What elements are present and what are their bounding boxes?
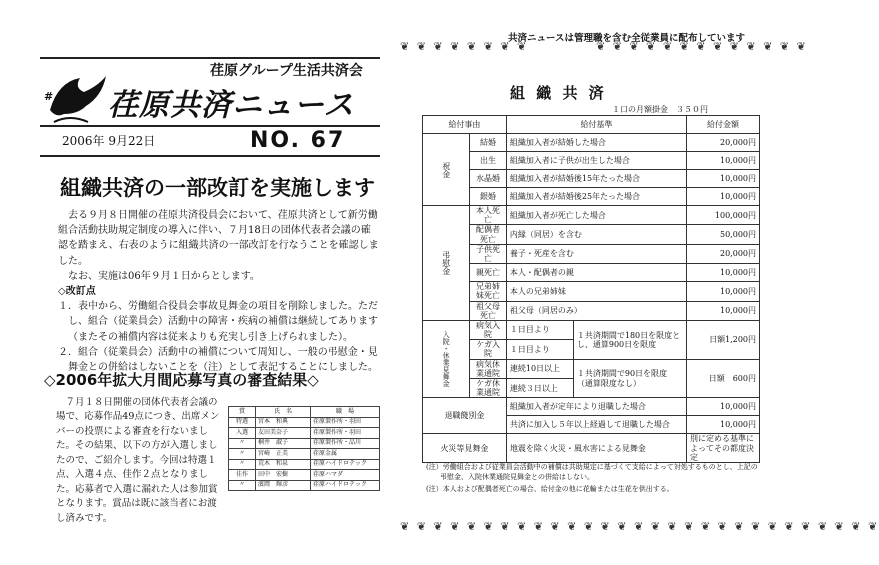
benefit-limit-note: １共済期間で180日を限度とし、通算900日を限度: [573, 320, 686, 359]
article1-body: [58, 208, 380, 375]
group-condolence: 弔慰金: [423, 206, 470, 321]
benefit-amount: 別に定める基準によってその都度決定: [687, 434, 760, 463]
issue-number: NO. 67: [250, 128, 346, 153]
leaf-border-bottom: ❦ ❦ ❦ ❦ ❦ ❦ ❦ ❦ ❦ ❦ ❦ ❦ ❦ ❦ ❦ ❦ ❦ ❦ ❦ ❦ ❦ ❦ ❦ ❦ ❦ ❦ ❦ ❦ ❦: [400, 520, 879, 533]
benefit-criteria: 組織加入者が結婚した場合: [506, 134, 686, 152]
benefit-amount: 10,000円: [687, 152, 760, 170]
benefit-amount: 50,000円: [687, 225, 760, 244]
benefit-reason: ケガ休業通院: [470, 379, 507, 398]
note-2: (注）本人および配偶者死亡の場合、給付金の他に花輪または生花を供出する。: [426, 485, 674, 494]
table-row: [423, 301, 760, 320]
benefit-start: １日目より: [506, 320, 573, 339]
winner-name: 田中 宏樹: [256, 470, 311, 481]
benefit-criteria: 組織加入者が結婚後15年たった場合: [506, 170, 686, 188]
award: 特選: [229, 417, 256, 428]
benefit-table: [422, 115, 760, 463]
benefit-reason: 本人死亡: [470, 206, 507, 225]
table-row: [229, 459, 380, 470]
benefit-amount: 日額 600円: [687, 359, 760, 398]
table-row: [423, 188, 760, 206]
benefit-reason: 祖父母死亡: [470, 301, 507, 320]
benefit-reason: 子供死亡: [470, 244, 507, 263]
table-row: [229, 470, 380, 481]
disaster-label: 火災等見舞金: [423, 434, 507, 463]
group-celebration: 祝金: [423, 134, 470, 206]
table-row: [423, 282, 760, 301]
header-reason: 給付事由: [423, 116, 507, 134]
benefit-amount: 10,000円: [687, 170, 760, 188]
org-name: 荏原グループ生活共済会: [210, 63, 363, 79]
benefit-criteria: 本人の兄弟姉妹: [506, 282, 686, 301]
article1-para2: なお、実施は06年９月１日からとします。: [68, 270, 260, 282]
table-notes: [426, 462, 760, 494]
header-criteria: 給付基準: [506, 116, 686, 134]
table-row: [229, 438, 380, 449]
benefit-reason: 水晶婚: [470, 170, 507, 188]
table-row: [423, 206, 760, 225]
workplace: 荏原ハマダ: [311, 470, 380, 481]
article1-para1: 去る９月８日開催の荏原共済役員会において、荏原共済として新労働組合活動扶助規定制度の導入に伴い、７月18日の団体代表者会議の確認を踏まえ、右表のように組織共済の一部改訂を行なうことを確認しました。: [58, 210, 379, 267]
award: 入選: [229, 428, 256, 439]
winner-name: 宮本 和典: [256, 417, 311, 428]
benefit-criteria: 組織加入者が定年により退職した場合: [506, 398, 686, 416]
benefit-amount: 10,000円: [687, 301, 760, 320]
benefit-reason: ケガ入院: [470, 340, 507, 359]
winner-name: 宮崎 正美: [256, 449, 311, 460]
section-title: 組 織 共 済: [510, 84, 607, 102]
issue-date: 2006年 9月22日: [62, 134, 156, 148]
benefit-reason: 兄弟姉妹死亡: [470, 282, 507, 301]
benefit-reason: 病気休業通院: [470, 359, 507, 378]
table-row: [423, 225, 760, 244]
workplace: 荏原ハイドロテック: [311, 480, 380, 491]
table-row: [423, 320, 760, 339]
benefit-reason: 親死亡: [470, 264, 507, 282]
benefit-start: 連続10日以上: [506, 359, 573, 378]
point-2: ２．組合（従業員会）活動中の補償について周知し、一般の弔慰金・見舞金との併給はしないことを（注）として表記することにしました。: [58, 346, 378, 373]
benefit-reason: 結婚: [470, 134, 507, 152]
winner-name: 友田美奈子: [256, 428, 311, 439]
masthead-rule: [40, 125, 380, 127]
point-1: １．表中から、労働組合役員会事故見舞金の項目を削除しました。ただし、組合（従業員会）活動中の障害・疾病の補償は継続してあります（またその補償内容は従来よりも充実し引き上げられました）。: [58, 301, 378, 343]
benefit-reason: 配偶者死亡: [470, 225, 507, 244]
workplace: 荏原製作所・品川: [311, 438, 380, 449]
benefit-amount: 20,000円: [687, 134, 760, 152]
table-row: [423, 264, 760, 282]
leaf-border-top-right: ❦ ❦ ❦ ❦ ❦ ❦ ❦ ❦ ❦ ❦ ❦ ❦ ❦: [596, 40, 808, 53]
distribution-notice: 共済ニュースは管理職を含む全従業員に配布しています: [508, 33, 746, 44]
masthead-top-rule: [40, 57, 380, 59]
table-row: [423, 152, 760, 170]
table-row: [423, 244, 760, 263]
award: 〃: [229, 449, 256, 460]
benefit-amount: 10,000円: [687, 264, 760, 282]
svg-text:#: #: [44, 90, 54, 103]
benefit-criteria: 共済に加入し５年以上経過して退職した場合: [506, 416, 686, 434]
award: 〃: [229, 480, 256, 491]
table-row: [423, 398, 760, 416]
masthead-bottom-rule: [40, 155, 380, 157]
group-hospital: 入院・休業見舞金: [423, 320, 470, 398]
article2-text: ７月１８日開催の団体代表者会議の場で、応募作品49点につき、出席メンバーの投票による審査を行ないました。その結果、以下の方が入選しましたので、ご紹介します。今回は特選１点、入選４点、佳作２点となりました。応募者で入選に漏れた人は参加賞となります。賞品は既に該当者にお渡し済みです。: [56, 397, 220, 524]
table-row: [423, 359, 760, 378]
monthly-fee: １口の月額掛金 ３５０円: [612, 105, 708, 114]
award: 〃: [229, 438, 256, 449]
workplace: 荏原製作所・羽田: [311, 417, 380, 428]
retirement-label: 退職餞別金: [423, 398, 507, 434]
article2-headline: ◇2006年拡大月間応募写真の審査結果◇: [44, 371, 319, 389]
winners-header-workplace: 職 場: [311, 407, 380, 418]
benefit-reason: 銀婚: [470, 188, 507, 206]
benefit-criteria: 組織加入者が死亡した場合: [506, 206, 686, 225]
workplace: 荏原金属: [311, 449, 380, 460]
workplace: 荏原ハイドロテック: [311, 459, 380, 470]
points-heading: ◇改訂点: [58, 285, 96, 297]
winners-header-award: 賞: [229, 407, 256, 418]
leaf-border-top-left: ❦ ❦ ❦ ❦ ❦ ❦ ❦ ❦: [400, 40, 529, 53]
benefit-start: １日目より: [506, 340, 573, 359]
benefit-amount: 10,000円: [687, 188, 760, 206]
benefit-amount: 20,000円: [687, 244, 760, 263]
article2-body: [56, 396, 224, 526]
benefit-reason: 病気入院: [470, 320, 507, 339]
benefit-amount: 10,000円: [687, 416, 760, 434]
benefit-criteria: 本人・配偶者の親: [506, 264, 686, 282]
winners-table: [228, 406, 380, 491]
header-amount: 給付金額: [687, 116, 760, 134]
benefit-criteria: 祖父母（同居のみ）: [506, 301, 686, 320]
benefit-start: 連続３日以上: [506, 379, 573, 398]
dove-logo: [40, 70, 110, 130]
award: 〃: [229, 459, 256, 470]
benefit-criteria: 内縁（同居）を含む: [506, 225, 686, 244]
table-row: [423, 434, 760, 463]
winner-name: 濱岡 輝彦: [256, 480, 311, 491]
table-row: [229, 417, 380, 428]
benefit-limit-note: １共済期間で90日を限度（通算限度なし）: [573, 359, 686, 398]
benefit-criteria: 組織加入者に子供が出生した場合: [506, 152, 686, 170]
article1-headline: 組織共済の一部改訂を実施します: [60, 176, 375, 200]
winners-header-name: 氏 名: [256, 407, 311, 418]
table-row: [229, 428, 380, 439]
table-row: [423, 134, 760, 152]
winner-name: 桐井 淑子: [256, 438, 311, 449]
note-1: (注）労働組合および従業員会活動中の補償は共助規定に基づくて支給によって対処するものとし、上記の弔慰金、入院休業通院見舞金との併給はしない。: [426, 463, 758, 482]
benefit-amount: 10,000円: [687, 282, 760, 301]
workplace: 荏原製作所・羽田: [311, 428, 380, 439]
benefit-amount: 10,000円: [687, 398, 760, 416]
benefit-amount: 100,000円: [687, 206, 760, 225]
newsletter-title: 荏原共済ニュース: [108, 88, 355, 123]
benefit-reason: 出生: [470, 152, 507, 170]
award: 佳作: [229, 470, 256, 481]
benefit-criteria: 養子・死産を含む: [506, 244, 686, 263]
table-row: [229, 449, 380, 460]
benefit-criteria: 組織加入者が結婚後25年たった場合: [506, 188, 686, 206]
benefit-criteria: 地震を除く火災・風水害による見舞金: [506, 434, 686, 463]
benefit-amount: 日額1,200円: [687, 320, 760, 359]
table-row: [229, 480, 380, 491]
winner-name: 荒木 和泉: [256, 459, 311, 470]
table-row: [423, 170, 760, 188]
